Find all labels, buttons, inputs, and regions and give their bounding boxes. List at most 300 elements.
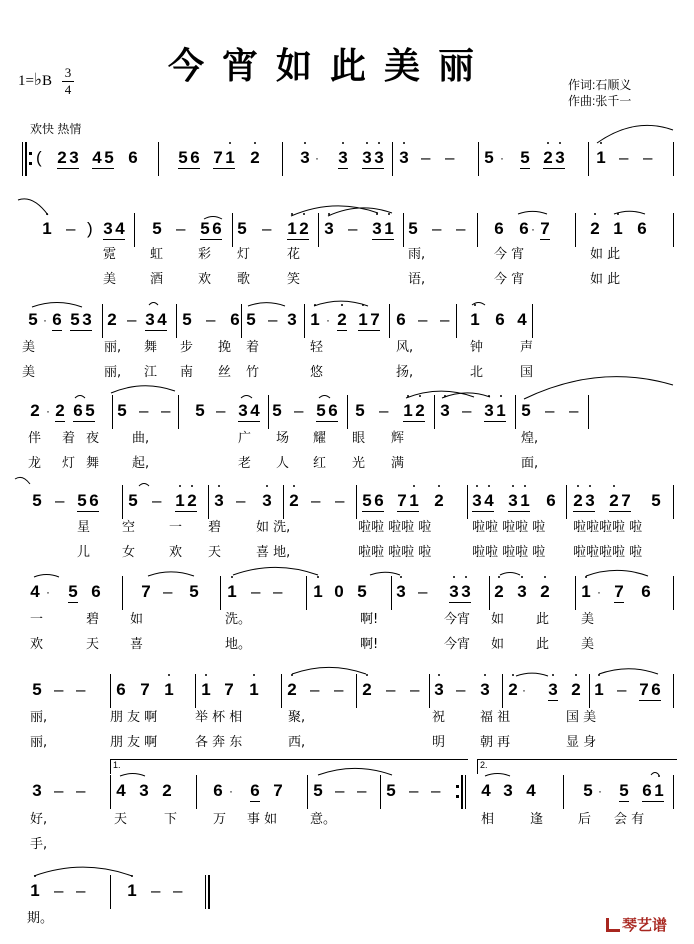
note-digits: [521, 401, 531, 420]
octave-dot-icon: [552, 674, 554, 676]
note: 3: [32, 781, 42, 800]
note: 3: [300, 148, 310, 168]
note-group: [571, 680, 581, 700]
slur: [233, 567, 318, 575]
note-digits: [641, 582, 651, 601]
slur: [442, 393, 490, 398]
note-group: [324, 219, 334, 239]
octave-dot-icon: [444, 395, 446, 397]
barline: [566, 485, 567, 519]
octave-dot-icon: [438, 485, 440, 487]
note-digits: [362, 491, 384, 512]
octave-dot-icon: [362, 304, 364, 306]
lyric: 祝: [432, 710, 446, 725]
note-group: [224, 680, 234, 700]
note-digits: [141, 582, 151, 601]
note: 2: [415, 401, 425, 421]
octave-dot-icon: [577, 485, 579, 487]
note-group: [201, 680, 211, 700]
note-digits: [517, 582, 527, 601]
note: 6: [641, 582, 651, 601]
note: 2: [543, 148, 553, 168]
octave-dot-icon: [291, 213, 293, 215]
octave-dot-icon: [341, 304, 343, 306]
note: 5: [152, 219, 162, 238]
dash-sustain: –: [456, 680, 466, 699]
note-digits: [55, 401, 65, 422]
note: 7: [614, 582, 624, 601]
note: 6: [637, 219, 647, 238]
note: 2: [590, 219, 600, 239]
note-group: [246, 310, 256, 330]
barline: [318, 213, 319, 247]
note-group: [140, 680, 150, 700]
song-title: 今宵如此美丽: [167, 45, 492, 88]
note: 4: [481, 781, 491, 800]
barline: [563, 775, 564, 809]
note-digits: [250, 148, 260, 167]
note-group: [357, 582, 367, 602]
barline: [178, 395, 179, 429]
note: 2: [30, 401, 40, 420]
barline: [391, 576, 392, 610]
note-group: [517, 582, 527, 602]
lyric: 啦啦 啦啦 啦: [358, 520, 432, 535]
note-digits: [32, 781, 42, 800]
lyric: 今 宵: [494, 247, 525, 262]
lyric: 钟: [470, 340, 484, 355]
note-group: [372, 219, 394, 239]
note: 5: [408, 219, 418, 238]
lyric: 朝 再: [480, 735, 511, 750]
note-digits: [403, 401, 425, 422]
note: 4: [116, 781, 126, 800]
lyric: 扬,: [396, 365, 414, 380]
barline: [347, 395, 348, 429]
octave-dot-icon: [575, 674, 577, 676]
note-digits: [164, 680, 174, 699]
note: 1: [42, 219, 52, 239]
credits: [568, 77, 631, 109]
note-digits: [162, 781, 172, 800]
barline: [306, 576, 307, 610]
octave-dot-icon: [498, 576, 500, 578]
note-group: [619, 781, 629, 801]
octave-dot-icon: [403, 142, 405, 144]
note-digits: [127, 881, 137, 900]
note-group: [358, 310, 380, 330]
note: 3: [555, 148, 565, 168]
octave-dot-icon: [291, 674, 293, 676]
barline: [110, 674, 111, 708]
lyric: 美: [581, 612, 595, 627]
octave-dot-icon: [218, 485, 220, 487]
note-digits: [92, 148, 114, 169]
note: 1: [249, 680, 259, 700]
note-digits: [213, 781, 223, 800]
lyric: 耀: [313, 431, 327, 446]
note: 4: [517, 310, 527, 329]
note-group: [32, 680, 42, 700]
octave-dot-icon: [613, 485, 615, 487]
note-digits: [434, 491, 444, 510]
note-group: [32, 491, 42, 511]
note: 2: [57, 148, 67, 167]
lyric: 步: [180, 340, 194, 355]
note: 5: [651, 491, 661, 510]
note: 4: [250, 401, 260, 420]
octave-dot-icon: [34, 875, 36, 877]
note-group: [484, 401, 506, 421]
note-digits: [639, 680, 661, 701]
octave-dot-icon: [512, 485, 514, 487]
note-group: [116, 781, 126, 801]
note-group: [103, 219, 125, 239]
lyric: 人: [276, 456, 290, 471]
note-group: [508, 680, 518, 700]
note: 5: [85, 401, 95, 420]
note: 3: [449, 582, 459, 602]
note-digits: [494, 582, 504, 601]
dash-sustain: –: [262, 219, 272, 238]
note-digits: [642, 781, 664, 802]
note-group: [590, 219, 600, 239]
note: 5: [189, 582, 199, 601]
note: 1: [313, 582, 323, 602]
octave-dot-icon: [500, 395, 502, 397]
note-group: [287, 219, 309, 239]
note-digits: [470, 310, 480, 329]
note: 5: [128, 491, 138, 510]
paren: ): [87, 219, 93, 238]
note-group: [139, 781, 149, 801]
dash-sustain: –: [418, 310, 428, 329]
lyric: 曲,: [132, 431, 150, 446]
lyric: 今宵: [444, 637, 471, 652]
note: 4: [157, 310, 167, 329]
note: 1: [30, 881, 40, 901]
note: 3: [472, 491, 482, 511]
note-group: [127, 881, 137, 901]
barline: [282, 142, 283, 176]
lyric: 好,: [30, 812, 48, 827]
note-group: [152, 219, 162, 239]
lyric: 明: [432, 735, 446, 750]
octave-dot-icon: [231, 576, 233, 578]
octave-dot-icon: [366, 674, 368, 676]
note: 2: [162, 781, 172, 800]
note: 3: [396, 582, 406, 602]
slur: [18, 199, 48, 215]
note-group: [641, 582, 651, 602]
augmentation-dot: ·: [522, 683, 526, 697]
note-digits: [316, 401, 338, 422]
note-group: [508, 491, 530, 511]
lyric: 光: [352, 456, 366, 471]
note: 3: [508, 491, 518, 511]
barline: [478, 142, 479, 176]
lyric: 天: [208, 545, 222, 560]
barline: [532, 304, 533, 338]
lyric: 西,: [288, 735, 306, 750]
note: 2: [571, 680, 581, 700]
note-group: [397, 491, 419, 511]
note: 1: [409, 491, 419, 511]
dash-sustain: –: [127, 310, 137, 329]
slur: [292, 667, 366, 674]
note-digits: [300, 148, 310, 167]
note-group: [57, 148, 79, 168]
note-digits: [508, 680, 518, 699]
note-group: [396, 582, 406, 602]
note: 5: [68, 582, 78, 601]
note: 6: [651, 680, 661, 699]
barline: [304, 304, 305, 338]
barline: [195, 674, 196, 708]
note-group: [651, 491, 661, 511]
note-group: [116, 680, 126, 700]
note-digits: [77, 491, 99, 512]
volta-bracket: 1.: [110, 759, 468, 774]
note-digits: [408, 219, 418, 238]
note: 6: [230, 310, 240, 329]
note: 5: [484, 148, 494, 167]
lyric: 笑: [287, 272, 301, 287]
note-digits: [201, 680, 211, 699]
repeat-end-barline: [456, 775, 464, 809]
note-digits: [237, 219, 247, 238]
dash-sustain: –: [335, 491, 345, 510]
note-digits: [28, 310, 38, 329]
octave-dot-icon: [544, 576, 546, 578]
note-digits: [195, 401, 205, 420]
note-group: [70, 310, 92, 330]
note: 7: [639, 680, 649, 699]
dash-sustain: –: [334, 680, 344, 699]
octave-dot-icon: [376, 213, 378, 215]
octave-dot-icon: [521, 576, 523, 578]
lyric: 丽,: [104, 340, 122, 355]
barline: [429, 674, 430, 708]
note: 1: [581, 582, 591, 602]
note-group: [546, 491, 556, 511]
barline: [241, 304, 242, 338]
note-group: [408, 219, 418, 239]
note-group: [237, 219, 247, 239]
slur: [139, 484, 149, 487]
note-group: [200, 219, 222, 239]
note-group: [581, 582, 591, 602]
slur: [500, 573, 520, 576]
repeat-start-barline: [22, 142, 30, 176]
paren: (: [36, 148, 42, 167]
slur: [32, 303, 82, 308]
note-digits: [480, 680, 490, 699]
note: 1: [164, 680, 174, 700]
note-group: [28, 310, 38, 330]
note-digits: [324, 219, 334, 238]
slur: [586, 570, 648, 576]
lyric: 美: [103, 272, 117, 287]
note-group: [287, 680, 297, 700]
dash-sustain: –: [54, 680, 64, 699]
lyric: 喜 地,: [256, 545, 291, 560]
note: 3: [374, 148, 384, 168]
note: 6: [250, 781, 260, 800]
volta-bracket: 2.: [477, 759, 677, 774]
time-top: 3: [64, 65, 72, 80]
barline: [575, 576, 576, 610]
note: 7: [224, 680, 234, 699]
note: 3: [238, 401, 248, 420]
note-group: [310, 310, 320, 330]
note-digits: [583, 781, 593, 800]
note: 2: [337, 310, 347, 330]
time-signature: [62, 66, 74, 97]
lyric: 如: [491, 612, 505, 627]
note-digits: [91, 582, 101, 601]
note: 1: [225, 148, 235, 168]
octave-dot-icon: [407, 395, 409, 397]
lyric: 天: [114, 812, 128, 827]
barline: [389, 304, 390, 338]
note-group: [639, 680, 661, 700]
note-digits: [571, 680, 581, 699]
note: 4: [484, 491, 494, 511]
note-group: [521, 401, 531, 421]
note-group: [145, 310, 167, 330]
dash-sustain: –: [163, 582, 173, 601]
dash-sustain: –: [151, 881, 161, 900]
lyric: 美: [22, 340, 36, 355]
octave-dot-icon: [179, 485, 181, 487]
lyric: 意。: [310, 812, 337, 827]
note-group: [540, 582, 550, 602]
note: 6: [213, 781, 223, 800]
note-group: [583, 781, 593, 801]
octave-dot-icon: [589, 485, 591, 487]
note: 1: [201, 680, 211, 700]
dash-sustain: –: [643, 148, 653, 167]
note: 2: [508, 680, 518, 700]
lyric: 啦啦 啦啦 啦: [358, 545, 432, 560]
octave-dot-icon: [388, 213, 390, 215]
note-digits: [494, 219, 504, 238]
octave-dot-icon: [229, 142, 231, 144]
lyric: 花: [287, 247, 301, 262]
barline: [356, 485, 357, 519]
octave-dot-icon: [293, 485, 295, 487]
dash-sustain: –: [357, 781, 367, 800]
note: 3: [484, 401, 494, 421]
note-digits: [399, 148, 409, 167]
lyric: 举 杯 相: [195, 710, 243, 725]
note-digits: [337, 310, 347, 331]
note: 6: [128, 148, 138, 167]
lyric: 此: [536, 637, 550, 652]
lyric: 声: [520, 340, 534, 355]
note: 5: [619, 781, 629, 800]
note: 2: [289, 491, 299, 511]
lyric: 老: [238, 456, 252, 471]
lyric: 如 洗,: [256, 520, 291, 535]
note-group: [494, 219, 504, 239]
note: 1: [127, 881, 137, 901]
note-digits: [57, 148, 79, 169]
note-group: [481, 781, 491, 801]
lyric: 丽,: [30, 710, 48, 725]
note: 6: [546, 491, 556, 510]
tempo-marking: 欢快 热情: [30, 122, 82, 136]
note: 2: [609, 491, 619, 511]
note: 6: [519, 219, 529, 238]
note-group: [162, 781, 172, 801]
lyric: 相: [481, 812, 495, 827]
lyric: 着: [62, 431, 76, 446]
note-digits: [372, 219, 394, 240]
lyric: 美: [22, 365, 36, 380]
octave-dot-icon: [598, 674, 600, 676]
augmentation-dot: ·: [46, 585, 50, 599]
lyric: 洗。: [225, 612, 252, 627]
dash-sustain: –: [139, 401, 149, 420]
note-digits: [30, 881, 40, 900]
note-digits: [175, 491, 197, 512]
lyric: 下: [164, 812, 178, 827]
note-digits: [396, 310, 406, 329]
note-group: [182, 310, 192, 330]
lyric: 场: [276, 431, 290, 446]
note-group: [91, 582, 101, 602]
note-group: [540, 219, 550, 239]
lyric: 广: [238, 431, 252, 446]
lyric: 满: [391, 456, 405, 471]
barline: [122, 485, 123, 519]
barline: [515, 395, 516, 429]
note: 3: [139, 781, 149, 800]
lyric: 一: [169, 520, 183, 535]
note-group: [480, 680, 490, 700]
note-digits: [246, 310, 256, 329]
note-digits: [287, 310, 297, 329]
octave-dot-icon: [559, 142, 561, 144]
slur: [248, 303, 285, 306]
watermark-logo: [606, 914, 667, 935]
note-group: [543, 148, 565, 168]
note: 3: [262, 491, 272, 511]
dash-sustain: –: [216, 401, 226, 420]
logo-mark-icon: [606, 918, 620, 932]
lyric: 朋 友 啊: [110, 735, 158, 750]
note-digits: [543, 148, 565, 169]
note-digits: [396, 582, 406, 601]
note-group: [250, 781, 260, 801]
barline: [392, 142, 393, 176]
note-digits: [440, 401, 450, 420]
note-digits: [107, 310, 117, 329]
note-group: [355, 401, 365, 421]
dash-sustain: –: [410, 680, 420, 699]
lyric: 此: [536, 612, 550, 627]
slur: [516, 673, 548, 676]
note-group: [517, 310, 527, 330]
lyric: 后: [578, 812, 592, 827]
barline: [477, 213, 478, 247]
note: 3: [434, 680, 444, 700]
note-group: [249, 680, 259, 700]
slur: [518, 211, 547, 214]
note: 7: [397, 491, 407, 510]
